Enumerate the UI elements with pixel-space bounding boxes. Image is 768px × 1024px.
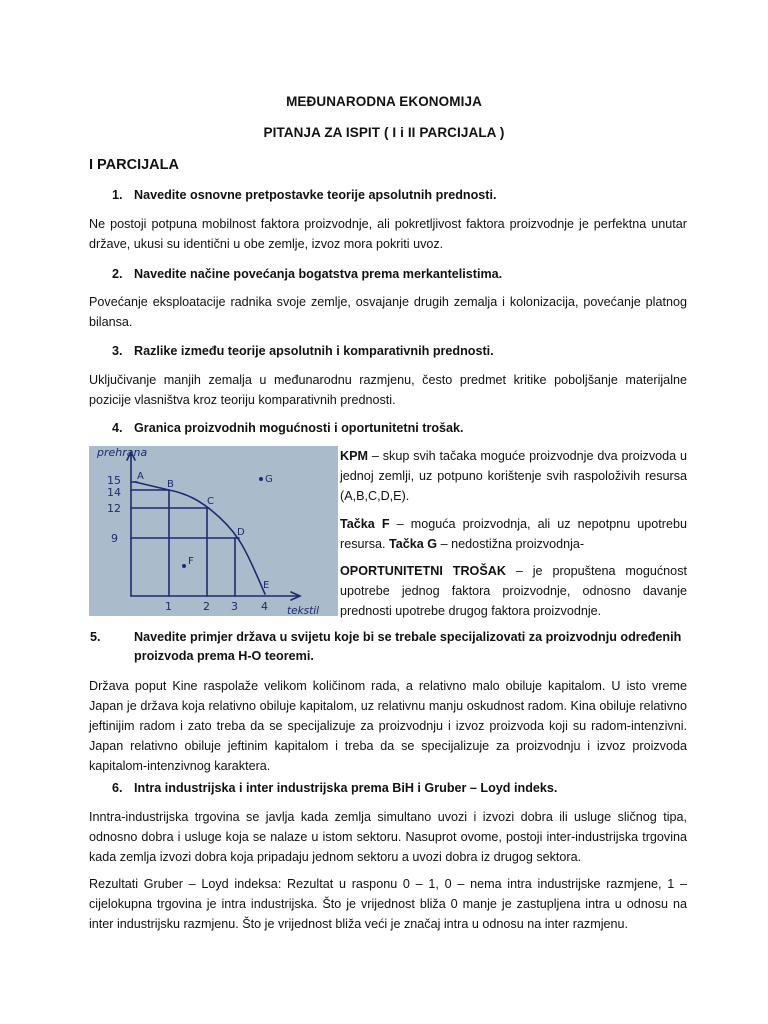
points-fg-definition [340, 514, 687, 554]
question-number: 5. [90, 630, 101, 644]
answer-1: Ne postoji potpuna mobilnost faktora proizvodnje, ali pokretljivost faktora proizvodnje je perfektna unutar države, ukusi su identični u obe zemlje, izvoz mora pokriti uvoz. [89, 217, 687, 251]
point-label-f: F [188, 556, 194, 567]
question-3 [112, 342, 687, 361]
question-number: 3. [112, 344, 123, 358]
x-tick-2: 2 [203, 600, 210, 613]
question-6 [112, 779, 687, 798]
point-f-dot [182, 564, 186, 568]
opportunity-cost-definition [340, 561, 687, 621]
question-2 [112, 265, 687, 284]
point-label-e: E [263, 580, 270, 591]
kpm-term: KPM [340, 449, 368, 463]
point-label-a: A [137, 471, 144, 482]
y-tick-14: 14 [107, 486, 121, 499]
point-g-text: – nedostižna proizvodnja- [437, 537, 585, 551]
y-tick-12: 12 [107, 502, 121, 515]
document-subtitle: PITANJA ZA ISPIT ( I i II PARCIJALA ) [263, 125, 505, 140]
question-text: Navedite osnovne pretpostavke teorije apsolutnih prednosti. [134, 188, 497, 202]
question-number: 2. [112, 267, 123, 281]
kpm-definition [340, 446, 687, 506]
question-5 [90, 628, 709, 666]
question-text: Navedite načine povećanja bogatstva prema merkantelistima. [134, 267, 503, 281]
x-axis-label: tekstil [287, 605, 320, 616]
y-tick-15: 15 [107, 474, 121, 487]
question-text: Razlike između teorije apsolutnih i komparativnih prednosti. [134, 344, 494, 358]
answer-6-index: Rezultati Gruber – Loyd indeksa: Rezultat u rasponu 0 – 1, 0 – nema intra industrijske razmjene, 1 – cijelokupna trgovina je intra industrijska. Što je vrijednost bliža 0 manje je zastupljena intra u odnosu na inter industrijsku razmjenu. Što je vrijednost bliža veći je značaj intra u odnosu na inter razmjenu. [89, 877, 687, 931]
question-number: 6. [112, 781, 123, 795]
point-f-text: – moguća proizvodnja, ali uz nepotpnu upotrebu resursa. [340, 517, 688, 551]
point-label-g: G [265, 474, 273, 485]
x-tick-3: 3 [231, 600, 238, 613]
ppf-sketch-image [89, 446, 338, 616]
x-tick-1: 1 [165, 600, 172, 613]
point-label-b: B [167, 479, 174, 490]
question-1 [112, 186, 687, 205]
answer-3: Uključivanje manjih zemalja u međunarodnu razmjenu, često predmet kritike poboljšanje materijalne pozicije vlasništva kroz teoriju komparativnih prednosti. [89, 373, 687, 407]
section-heading: I PARCIJALA [89, 157, 179, 173]
question-number: 4. [112, 421, 123, 435]
point-label-d: D [237, 527, 245, 538]
question-number: 1. [112, 188, 123, 202]
point-f-term: Tačka F [340, 517, 390, 531]
y-axis-label: prehrana [97, 446, 148, 459]
point-g-dot [259, 477, 263, 481]
question-text: Granica proizvodnih mogućnosti i oportunitetni trošak. [134, 421, 464, 435]
question-text: Navedite primjer država u svijetu koje bi se trebale specijalizovati za proizvodnju određenih proizvoda prema H-O teoremi. [134, 630, 682, 663]
y-tick-9: 9 [111, 532, 118, 545]
point-g-term: Tačka G [389, 537, 438, 551]
answer-5: Država poput Kine raspolaže velikom količinom rada, a relativno malo obiluje kapitalom. U isto vreme Japan je država koja relativno obiluje kapitalom, uz relativnu manju oskudnost radom. Kina obiluje relativno jeftinijim radom i zato treba da se specijalizuje za proizvodnju i izvoz proizvoda koji su radom-intenzivni. Japan relativno obiluje jeftinim kapitalom i treba da se specijalizuje za proizvodnju i izvoz proizvoda kapitalom-intenzivnog karaktera. [89, 679, 687, 773]
answer-2: Povećanje eksploatacije radnika svoje zemlje, osvajanje drugih zemalja i kolonizacija, povećanje platnog bilansa. [89, 295, 687, 329]
question-4 [112, 419, 687, 438]
kpm-text: – skup svih tačaka moguće proizvodnje dva proizvoda u jednoj zemlji, uz potpuno korištenje svih raspoloživih resursa (A,B,C,D,E). [340, 449, 687, 503]
opportunity-cost-term: OPORTUNITETNI TROŠAK [340, 564, 506, 578]
question-text: Intra industrijska i inter industrijska prema BiH i Gruber – Loyd indeks. [134, 781, 558, 795]
point-label-c: C [207, 496, 214, 507]
document-title: MEĐUNARODNA EKONOMIJA [286, 94, 482, 109]
x-tick-4: 4 [261, 600, 268, 613]
opportunity-cost-text: – je propuštena mogućnost upotrebe jednog faktora proizvodnje, odnosno davanje prednosti upotrebe drugog faktora proizvodnje. [340, 564, 687, 618]
ppf-sketch-svg [89, 446, 338, 616]
answer-6-trade: Inntra-industrijska trgovina se javlja kada zemlja simultano uvozi i izvozi dobra ili usluge sličnog tipa, odnosno dobra i usluge koja se nalaze u istom sektoru. Nasuprot ovome, postoji inter-industrijska trgovina kada zemlja izvozi dobra koja pripadaju jednom sektoru a uvozi dobra iz drugog sektora. [89, 810, 687, 864]
